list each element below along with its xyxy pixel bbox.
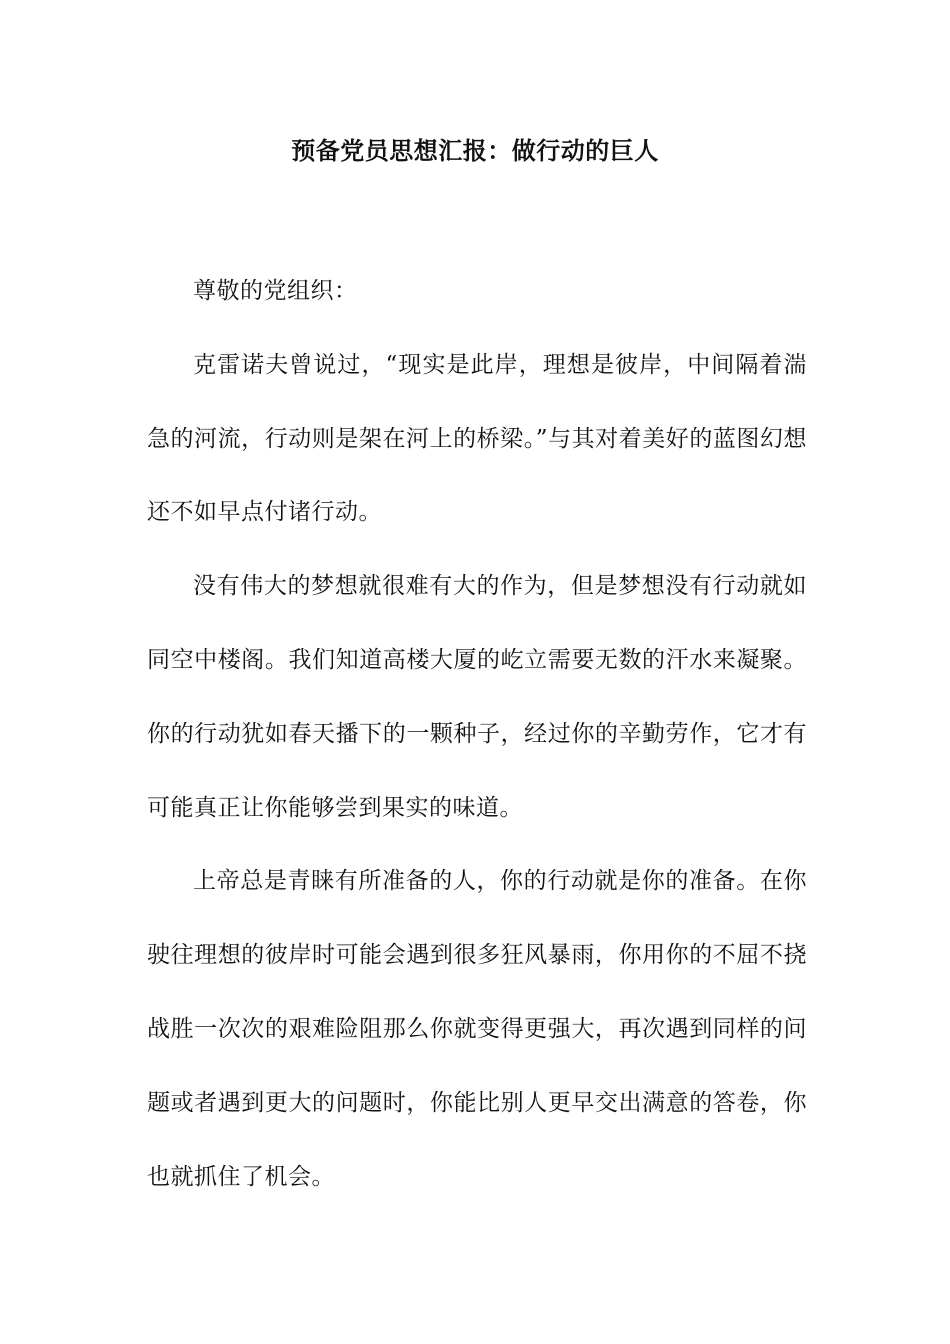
document-title: 预备党员思想汇报：做行动的巨人 bbox=[291, 137, 659, 165]
paragraph-1: 克雷诺夫曾说过，“现实是此岸，理想是彼岸，中间隔着湍急的河流，行动则是架在河上的桥梁。”与其对着美好的蓝图幻想还不如早点付诸行动。 bbox=[147, 351, 807, 526]
paragraph-3: 上帝总是青睐有所准备的人，你的行动就是你的准备。在你驶往理想的彼岸时可能会遇到很多狂风暴雨，你用你的不屈不挠战胜一次次的艰难险阻那么你就变得更强大，再次遇到同样的问题或者遇到更大的问题时，你能比别人更早交出满意的答卷，你也就抓住了机会。 bbox=[147, 868, 807, 1190]
salutation: 尊敬的党组织： bbox=[193, 278, 358, 304]
paragraph-2: 没有伟大的梦想就很难有大的作为，但是梦想没有行动就如同空中楼阁。我们知道高楼大厦的屹立需要无数的汗水来凝聚。你的行动犹如春天播下的一颗种子，经过你的辛勤劳作，它才有可能真正让你能够尝到果实的味道。 bbox=[147, 573, 807, 821]
document-body bbox=[147, 255, 807, 1214]
